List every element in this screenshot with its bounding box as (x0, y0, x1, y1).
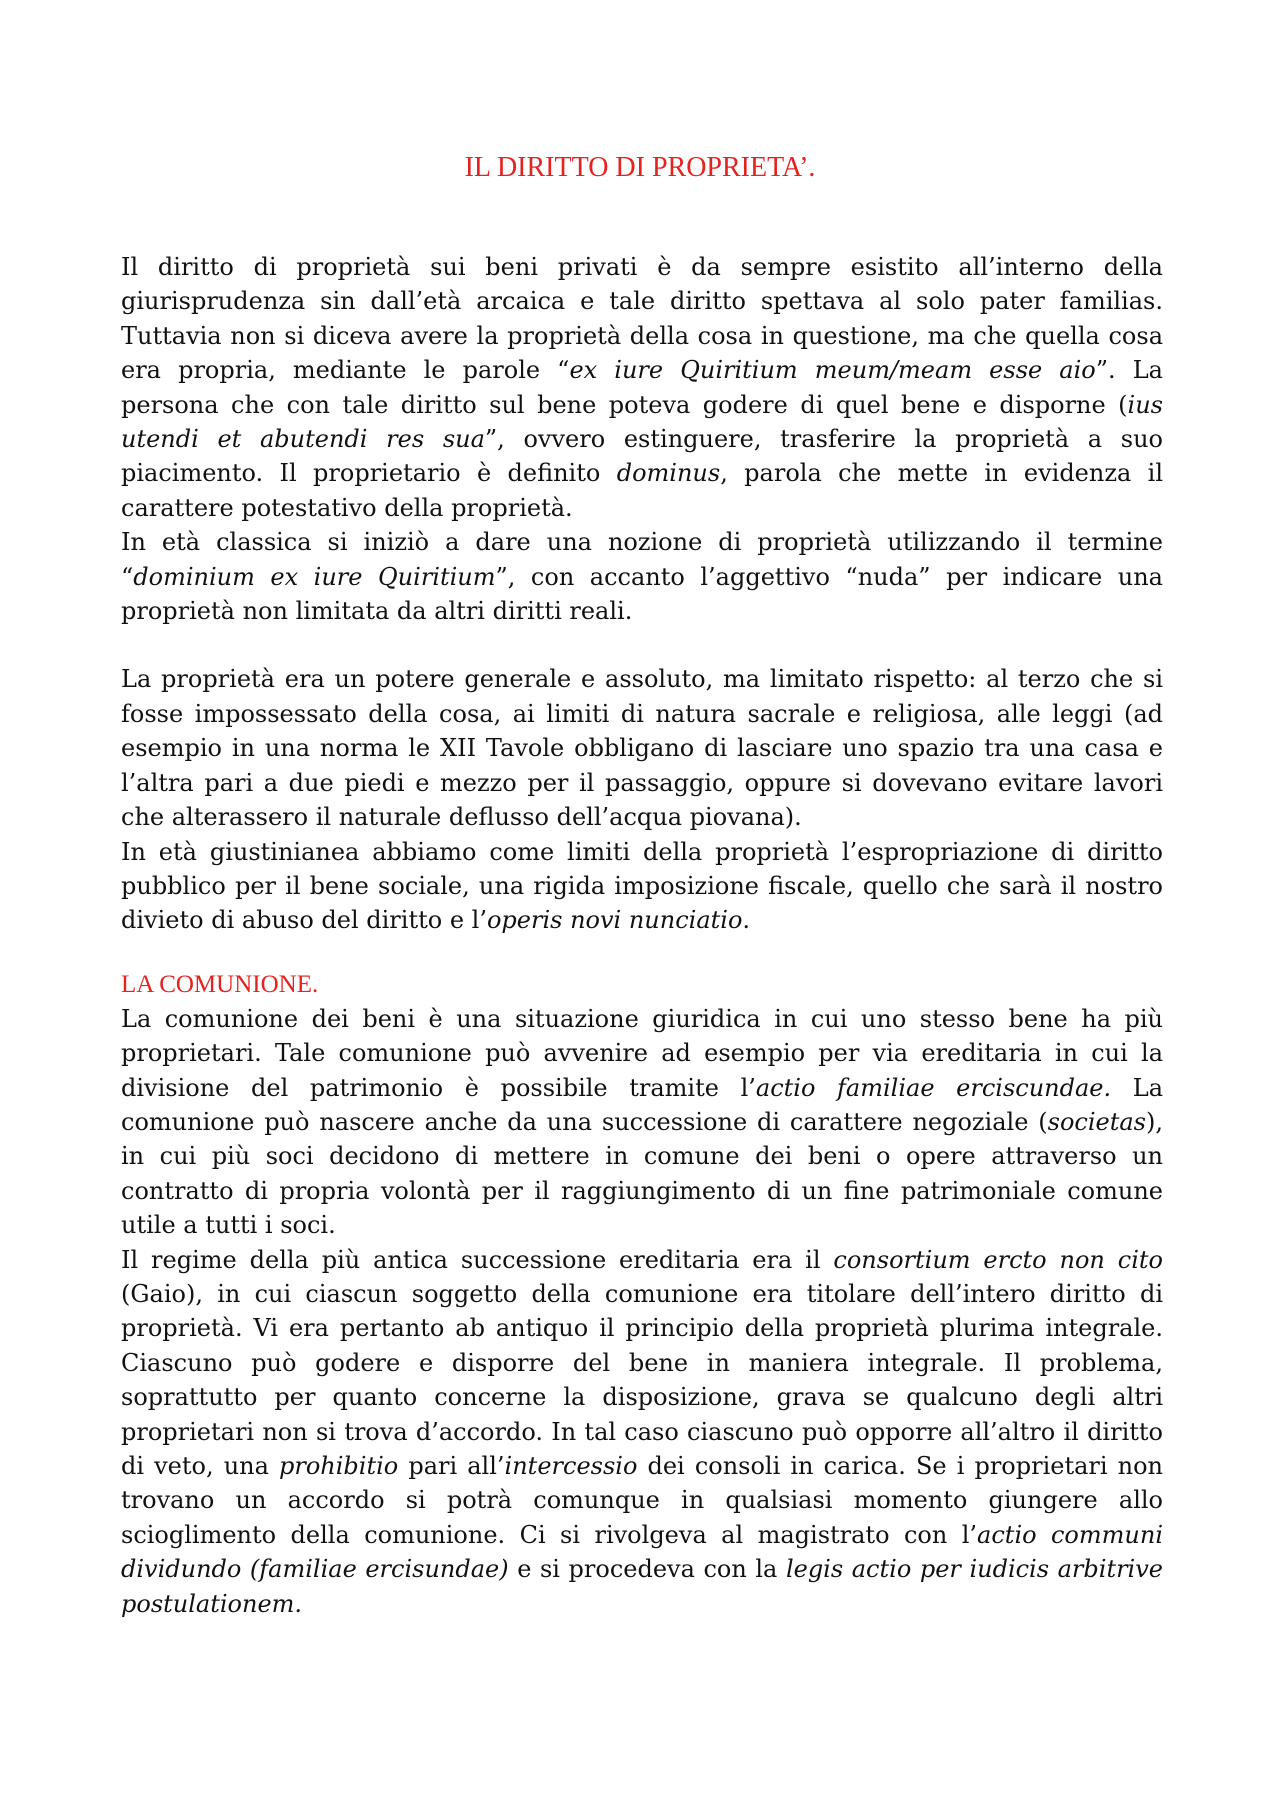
text-run: pari all’ (398, 1452, 505, 1480)
text-run: dei consoli in carica. Se i proprietari non trovano un accordo si potrà comunque in qualsiasi momento giungere allo scioglimento della comunione. Ci si rivolgeva al magistrato con l’ (121, 1452, 1164, 1549)
paragraph: La proprietà era un potere generale e assoluto, ma limitato rispetto: al terzo che si fosse impossessato della cosa, ai limiti di natura sacrale e religiosa, alle leggi (ad esempio in una norma le XII Tavole obbligano di lasciare uno spazio tra una casa e l’altra pari a due piedi e mezzo per il passaggio, oppure si dovevano evitare lavori che alterassero il naturale deflusso dell’acqua piovana). (121, 665, 1163, 832)
text-run: ”. La persona che con tale diritto sul bene poteva godere di quel bene e disporne ( (121, 356, 1163, 419)
paragraph (121, 1002, 1163, 1243)
latin-term: prohibitio (279, 1452, 399, 1480)
paragraph-spacer (121, 938, 1163, 968)
latin-term: legis actio per iudicis arbitrive postulationem. (121, 1555, 1163, 1618)
paragraph (121, 835, 1163, 938)
text-run: ”, con accanto l’aggettivo “nuda” per indicare una proprietà non limitata da altri diritti reali. (121, 562, 1163, 626)
paragraph-spacer (121, 628, 1163, 662)
latin-term: dominium ex iure Quiritium (133, 562, 496, 591)
text-run: , parola che mette in evidenza il carattere potestativo della proprietà. (121, 459, 1164, 522)
text-run: Il regime della più antica successione ereditaria era il (121, 1245, 834, 1274)
page-title: IL DIRITTO DI PROPRIETA’. (464, 152, 816, 183)
latin-term: actio communi dividundo (familiae ercisundae) (121, 1520, 1163, 1584)
text-run: La comunione dei beni è una situazione giuridica in cui uno stesso bene ha più proprietari. Tale comunione può avvenire ad esempio per via ereditaria in cui la divisione del patrimonio è possibile tramite l’ (121, 1004, 1163, 1102)
text-run: La comunione può nascere anche da una successione di carattere negoziale ( (121, 1073, 1163, 1136)
latin-term: ius utendi et abutendi res sua (121, 390, 1163, 454)
text-run: In età giustinianea abbiamo come limiti della proprietà l’espropriazione di diritto pubblico per il bene sociale, una rigida imposizione fiscale, quello che sarà il nostro divieto di abuso del diritto e l’ (121, 837, 1163, 935)
text-run: ”, ovvero estinguere, trasferire la proprietà a suo piacimento. Il proprietario è definito (121, 425, 1163, 488)
latin-term: dominus (616, 459, 721, 488)
paragraph (121, 525, 1163, 628)
latin-term: operis novi nunciatio (486, 906, 743, 935)
latin-term: consortium ercto non cito (833, 1245, 1164, 1274)
document-body (121, 250, 1163, 1621)
paragraph (121, 1243, 1163, 1621)
text-run: . (742, 906, 751, 935)
text-run: ), in cui più soci decidono di mettere in comune dei beni o opere attraverso un contratto di propria volontà per il raggiungimento di un fine patrimoniale comune utile a tutti i soci. (121, 1107, 1163, 1240)
latin-term: ex iure Quiritium meum/meam esse aio (569, 356, 1096, 385)
text-run: In età classica si iniziò a dare una nozione di proprietà utilizzando il termine “ (121, 528, 1163, 591)
paragraph (121, 250, 1163, 525)
latin-term: intercessio (504, 1452, 638, 1480)
section-heading: LA COMUNIONE. (121, 970, 319, 998)
latin-term: societas (1047, 1107, 1146, 1136)
text-run: (Gaio), in cui ciascun soggetto della comunione era titolare dell’intero diritto di proprietà. Vi era pertanto ab antiquo il principio della proprietà plurima integrale. Ciascuno può godere e disporre del bene in maniera integrale. Il problema, soprattutto per quanto concerne la disposizione, grava se qualcuno degli altri proprietari non si trova d’accordo. In tal caso ciascuno può opporre all’altro il diritto di veto, una (121, 1279, 1163, 1480)
text-run: Il diritto di proprietà sui beni privati è da sempre esistito all’interno della giurisprudenza sin dall’età arcaica e tale diritto spettava al solo pater familias. Tuttavia non si diceva avere la proprietà della cosa in questione, ma che quella cosa era propria, mediante le parole “ (121, 253, 1163, 385)
latin-term: actio familiae erciscundae. (755, 1073, 1112, 1102)
text-run: e si procedeva con la (508, 1555, 786, 1584)
